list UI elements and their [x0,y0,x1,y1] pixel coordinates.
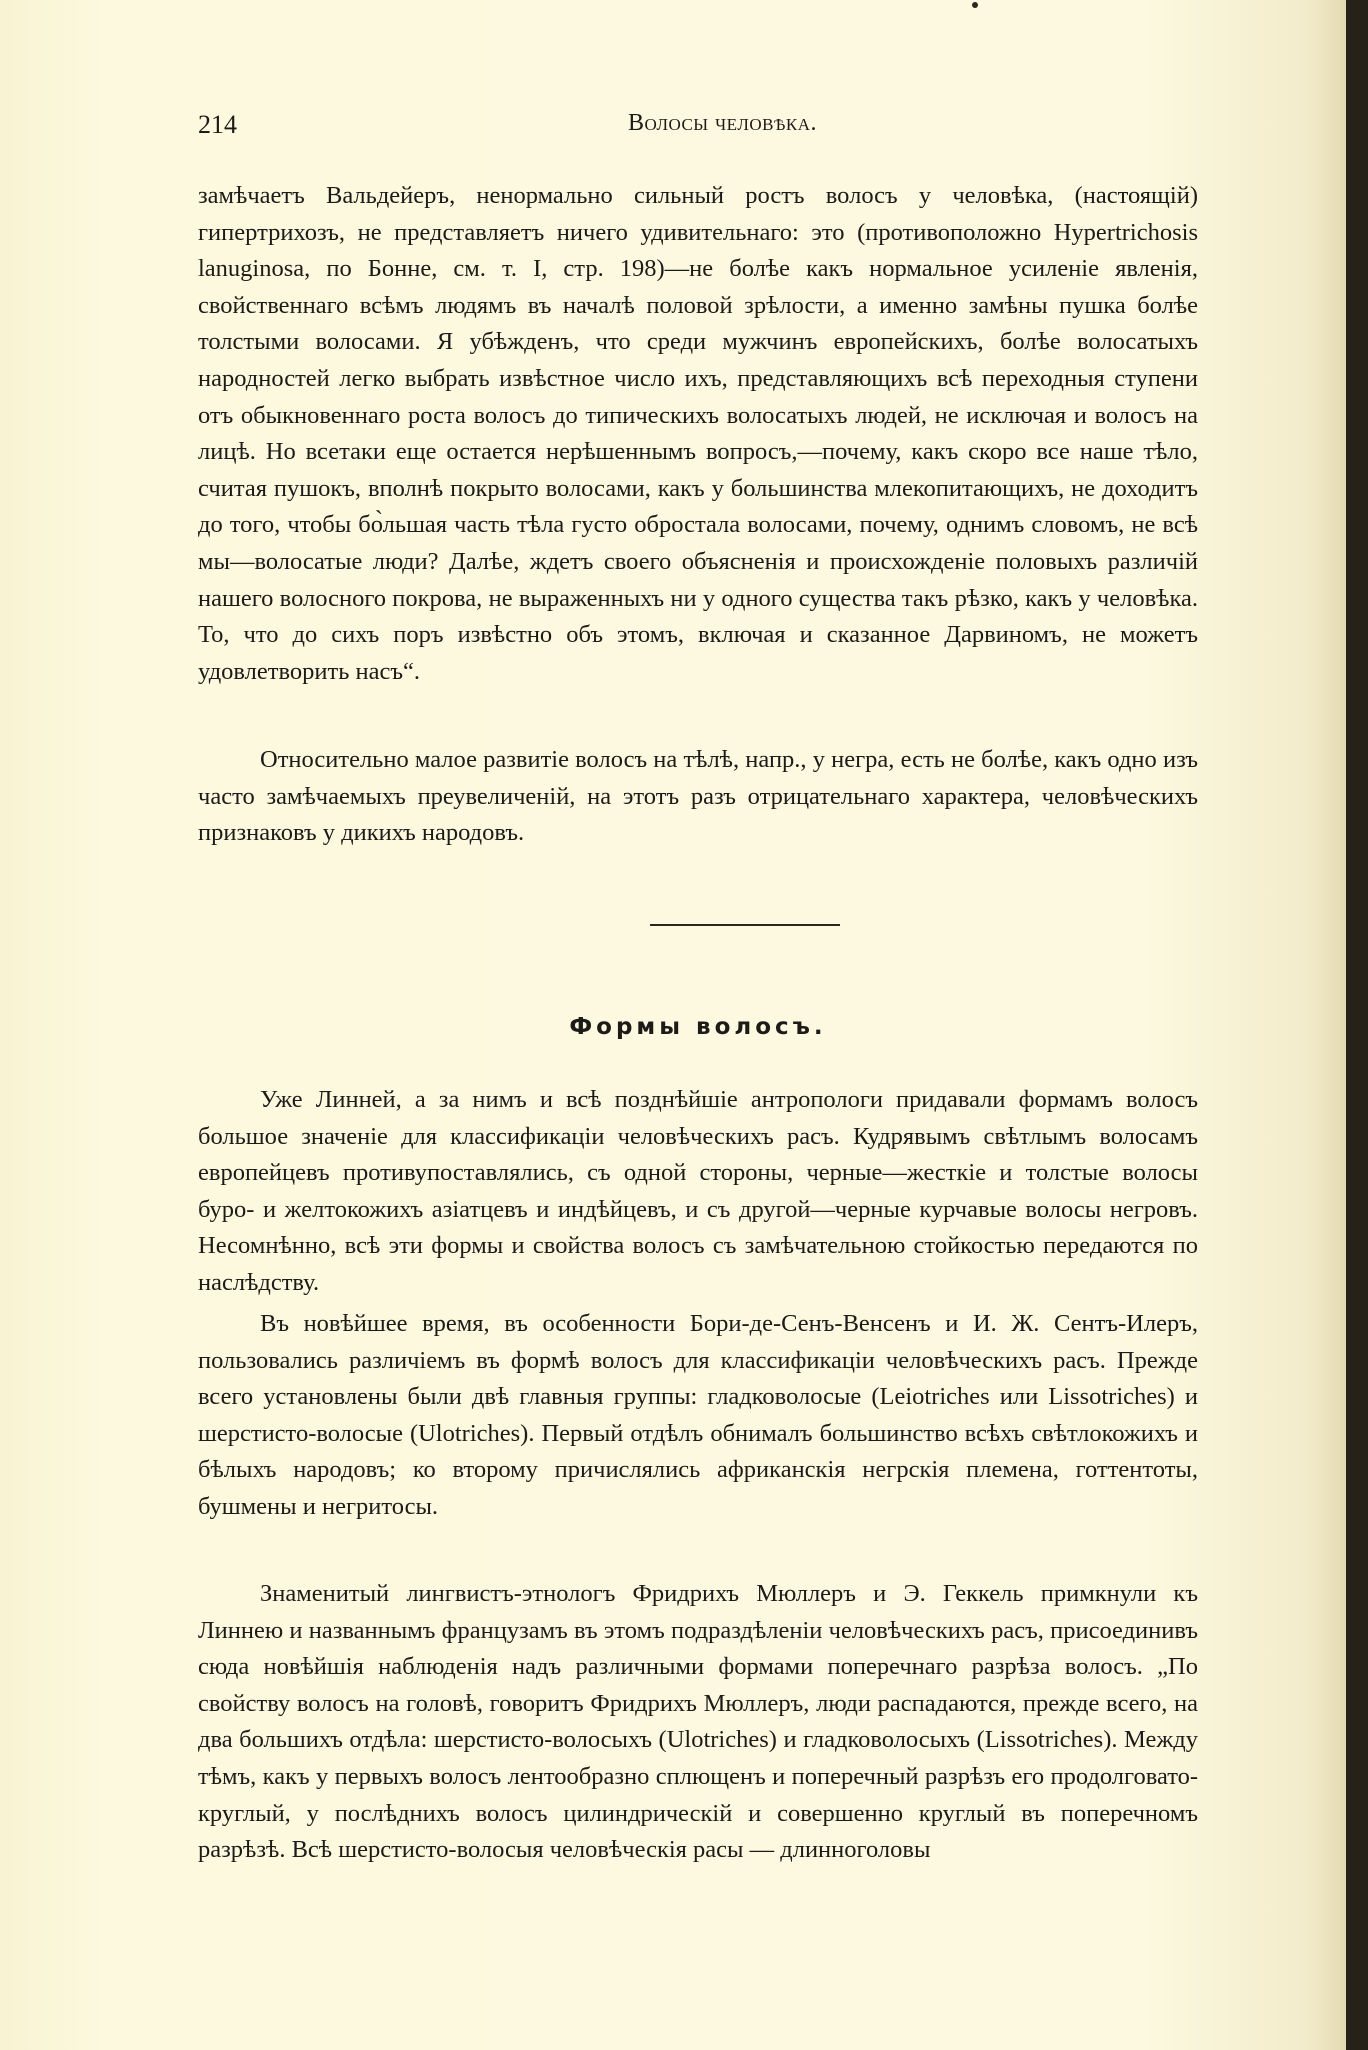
section-divider [650,924,840,926]
section-title: Формы волосъ. [569,1014,827,1040]
ink-dot [972,2,978,8]
running-title: Волосы человѣка. [628,110,817,136]
running-head [198,110,1198,150]
page-number: 214 [198,110,237,139]
paragraph: Относительно малое развитіе волосъ на тѣлѣ, напр., у негра, есть не болѣе, какъ одно изъ часто замѣчаемыхъ преувеличеній, на этотъ разъ отрицательнаго характера, человѣческихъ признаковъ у дикихъ народовъ. [198,746,1198,847]
paragraph: Знаменитый лингвистъ-этнологъ Фридрихъ Мюллеръ и Э. Геккель примкнули къ Линнею и названнымъ французамъ въ этомъ подраздѣленіи человѣческихъ расъ, присоединивъ сюда новѣйшія наблюденія надъ различными формами поперечнаго разрѣза волосъ. „По свойству волосъ на головѣ, говоритъ Фридрихъ Мюллеръ, люди распадаются, прежде всего, на два большихъ отдѣла: шерстисто-волосыхъ (Ulotriches) и гладковолосыхъ (Lissotriches). Между тѣмъ, какъ у первыхъ волосъ лентообразно сплющенъ и поперечный разрѣзъ его продолговато-круглый, у послѣднихъ волосъ цилиндрическій и совершенно круглый въ поперечномъ разрѣзѣ. Всѣ шерстисто-волосыя человѣческія расы — длинноголовы [198,1580,1198,1864]
paragraph: Въ новѣйшее время, въ особенности Бори-де-Сенъ-Венсенъ и И. Ж. Сентъ-Илеръ, пользовались различіемъ въ формѣ волосъ для классификаціи человѣческихъ расъ. Прежде всего установлены были двѣ главныя группы: гладковолосые (Leiotriches или Lissotriches) и шерстисто-волосые (Ulotriches). Первый отдѣлъ обнималъ большинство всѣхъ свѣтлокожихъ и бѣлыхъ народовъ; ко второму причислялись африканскія негрскія племена, готтентоты, бушмены и негритосы. [198,1310,1198,1520]
paragraph-continuation: замѣчаетъ Вальдейеръ, ненормально сильный ростъ волосъ у человѣка, (настоящій) гипертрихозъ, не представляетъ ничего удивительнаго: это (противоположно Hypertrichosis lanuginosa, по Бонне, см. т. I, стр. 198)—не болѣе какъ нормальное усиленіе явленія, свойственнаго всѣмъ людямъ въ началѣ половой зрѣлости, а именно замѣны пушка болѣе толстыми волосами. Я убѣжденъ, что среди мужчинъ европейскихъ, болѣе волосатыхъ народностей легко выбрать извѣстное число ихъ, представляющихъ всѣ переходныя ступени отъ обыкновеннаго роста волосъ до типическихъ волосатыхъ людей, не исключая и волосъ на лицѣ. Но всетаки еще остается нерѣшеннымъ вопросъ,—почему, какъ скоро все наше тѣло, считая пушокъ, вполнѣ покрыто волосами, какъ у большинства млекопитающихъ, не доходитъ до того, чтобы бо̀льшая часть тѣла густо обростала волосами, почему, однимъ словомъ, не всѣ мы—волосатые люди? Далѣе, ждетъ своего объясненія и происхожденіе половыхъ различій нашего волосного покрова, не выраженныхъ ни у одного существа такъ рѣзко, какъ у человѣка. То, что до сихъ поръ извѣстно объ этомъ, включая и сказанное Дарвиномъ, не можетъ удовлетворить насъ“. [198,182,1198,685]
paragraph: Уже Линней, а за нимъ и всѣ позднѣйшіе антропологи придавали формамъ волосъ большое значеніе для классификаціи человѣческихъ расъ. Кудрявымъ свѣтлымъ волосамъ европейцевъ противупоставлялись, съ одной стороны, черные—жесткіе и толстые волосы буро- и желтокожихъ азіатцевъ и индѣйцевъ, и съ другой—черные курчавые волосы негровъ. Несомнѣнно, всѣ эти формы и свойства волосъ съ замѣчательною стойкостью передаются по наслѣдству. [198,1086,1198,1296]
